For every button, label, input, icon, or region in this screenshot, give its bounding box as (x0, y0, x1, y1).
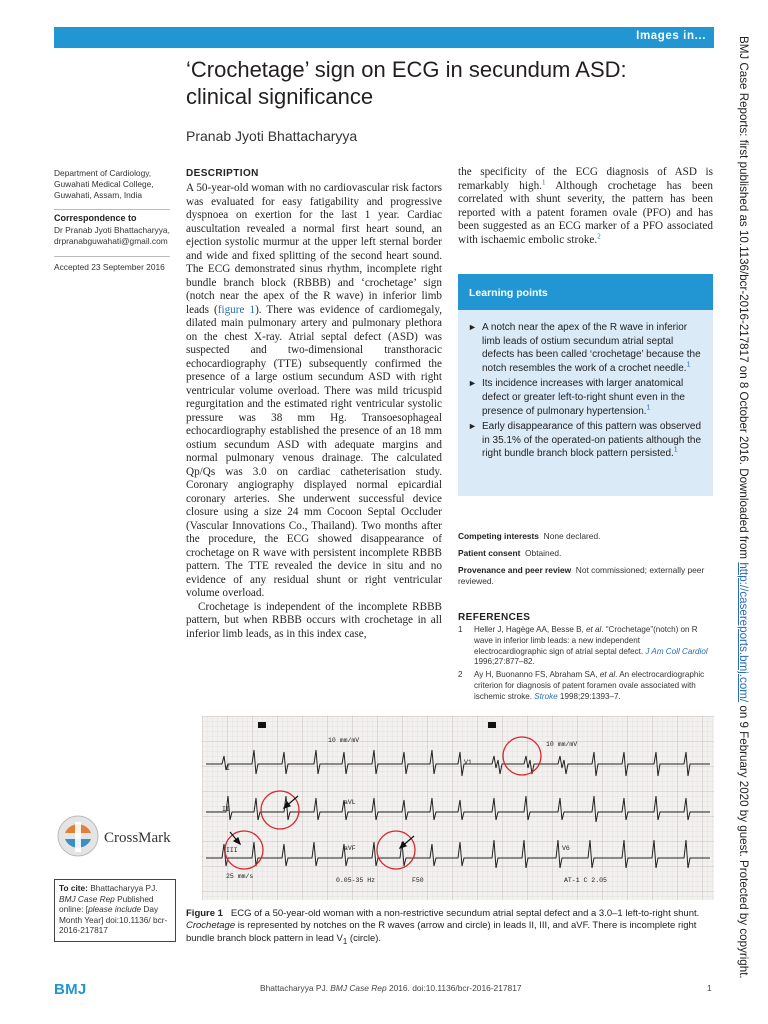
divider (54, 209, 170, 210)
list-item-text: A notch near the apex of the R wave in inferior limb leads of ostium secundum atrial septal defects has been called ‘crochetage’ because the notch resembles the work of a crochet needle. (482, 322, 701, 374)
ecg-figure (202, 716, 714, 900)
figure-link[interactable]: figure 1 (217, 303, 256, 316)
caption-text: (circle). (347, 932, 382, 944)
lead-label-v1: V1 (464, 759, 472, 766)
reference-title: . An electrocardiographic criterion for diagnosis of patent foramen ovale associated with ischemic stroke. (474, 670, 705, 701)
affiliation-line: Department of Cardiology, (54, 168, 152, 178)
to-cite-journal: BMJ Case Rep (59, 893, 115, 904)
reference-superscript[interactable]: 2 (597, 231, 601, 240)
paragraph (186, 182, 442, 601)
ecg-device-label: AT-1 C 2.05 (564, 877, 607, 884)
affiliation-line: Guwahati Medical College, (54, 179, 154, 189)
figure-caption (186, 908, 714, 948)
to-cite-box (54, 879, 176, 942)
reference-authors: Heller J, Hagège AA, Besse B, (474, 625, 587, 634)
paragraph-text: the specificity of the ECG diagnosis of ASD is remarkably high. (458, 166, 713, 192)
list-item-text: Its incidence increases with larger anatomical defect or greater left-to-right shunt even in the presence of pulmonary hypertension. (482, 378, 685, 417)
lead-label-v6: V6 (562, 845, 570, 852)
paragraph-text: Although crochetage has been correlated with shunt severity, the pattern has been reported with a patent foramen ovale (PFO) and has been suggested as an ECG marker of a PFO associated with ischaemic embolic stroke. (458, 179, 713, 246)
reference-journal-link[interactable]: J Am Coll Cardiol (645, 646, 708, 656)
author-name: Pranab Jyoti Bhattacharyya (186, 128, 358, 144)
reference-item (458, 670, 714, 702)
paragraph-text: ). There was evidence of cardiomegaly, dilated main pulmonary artery and pulmonary plethora on the chest X-ray. Atrial septal defect (ASD) was suspected and two-dimensional transthoracic echocardiography (TTE) subsequently confirmed the presence of a large ostium secundum ASD with right ventricular volume overload. There was mild tricuspid regurgitation and the estimated right ventricular systolic pressure was 38 mm Hg. Transoesophageal echocardiography established the presence of an 18 mm ostium secundum ASD with adequate margins and normal pulmonary venous drainage. The calculated Qp/Qs was 3.0 on cardiac catheterisation study. Coronary angiography displayed normal epicardial coronary arteries. She underwent successful device closure using a size 24 mm Cocoon Septal Occluder (Vascular Innovations Co., Thailand). Two months after the procedure, the ECG showed disappearance of crochetage on R wave with persistent incomplete RBBB pattern. The TTE revealed the device in situ and no evidence of any residual shunt or right ventricular volume overload. (186, 303, 442, 599)
reference-superscript[interactable]: 1 (646, 404, 651, 412)
caption-italic: Crochetage (186, 920, 236, 932)
to-cite-label: To cite: (59, 883, 88, 893)
reference-number: 1 (458, 625, 463, 634)
correspondence-email[interactable]: drpranabguwahati@gmail.com (54, 236, 168, 246)
reference-title: . “Crochetage”(notch) on R wave in inferior limb leads: a new independent electrocardiographic sign of atrial septal defect. (474, 625, 698, 656)
lead-label-ii: II (222, 806, 230, 813)
correspondence-heading: Correspondence to (54, 213, 137, 223)
footer-text: Bhattacharyya PJ. (260, 983, 331, 993)
ecg-filter2-label: F50 (412, 877, 424, 884)
body-column-1 (186, 182, 442, 641)
affiliation-line: Guwahati, Assam, India (54, 190, 142, 200)
reference-details: 1998;29:1393–7. (557, 691, 621, 701)
figure-label: Figure 1 (186, 908, 223, 919)
reference-etal: et al (599, 670, 616, 680)
section-label: Images in... (636, 30, 706, 42)
list-item (468, 377, 708, 418)
reference-details: 1996;27:877–82. (474, 657, 535, 667)
ecg-scale-label: 10 mm/mV (328, 737, 360, 744)
triangle-bullet-icon: ► (468, 322, 477, 332)
footer-text: 2016. doi:10.1136/bcr-2016-217817 (386, 983, 522, 993)
caption-subscript: 1 (342, 936, 348, 946)
competing-interests (458, 531, 714, 542)
reference-item (458, 625, 714, 668)
lead-label-avf: aVF (344, 845, 356, 852)
footer-citation (260, 983, 522, 993)
patient-consent (458, 548, 714, 559)
crossmark-badge[interactable] (56, 814, 186, 866)
reference-superscript[interactable]: 1 (673, 447, 678, 455)
to-cite-placeholder: please include (88, 904, 142, 915)
side-note (738, 36, 762, 996)
paragraph (458, 166, 713, 247)
list-item (468, 420, 708, 461)
reference-authors: Ay H, Buonanno FS, Abraham SA, (474, 670, 600, 680)
references-heading: REFERENCES (458, 612, 531, 623)
meta-label: Provenance and peer review (458, 565, 572, 575)
crossmark-icon (56, 814, 100, 858)
side-note-text: BMJ Case Reports: first published as 10.1136/bcr-2016-217817 on 8 October 2016. Downloaded from (737, 36, 750, 563)
ecg-speed-label: 25 mm/s (226, 873, 254, 880)
lead-label-avl: aVL (344, 799, 356, 806)
to-cite-text: Bhattacharyya PJ. (87, 883, 158, 893)
ecg-filter-label: 0.05-35 Hz (336, 877, 376, 884)
body-column-2 (458, 166, 713, 247)
reference-etal: et al (586, 625, 602, 634)
reference-superscript[interactable]: 1 (686, 361, 691, 369)
meta-value: None declared. (543, 531, 601, 541)
side-note-link[interactable]: http://casereports.bmj.com/ (737, 562, 750, 703)
lead-label-i: I (226, 765, 230, 772)
affiliation (54, 168, 178, 201)
marker-block (488, 722, 496, 728)
triangle-bullet-icon: ► (468, 378, 477, 389)
description-heading: DESCRIPTION (186, 168, 259, 179)
learning-points-title: Learning points (469, 287, 548, 299)
ecg-scale-label: 10 mm/mV (546, 741, 578, 748)
to-cite-text: Day Month Year] doi:10.1136/ bcr-2016-217817 (59, 904, 168, 936)
bmj-logo: BMJ (54, 981, 87, 998)
page-number: 1 (707, 983, 712, 993)
correspondence-name: Dr Pranab Jyoti Bhattacharyya, (54, 225, 170, 235)
title-line-2: clinical significance (186, 84, 374, 109)
references-list (458, 625, 714, 705)
marker-block (258, 722, 266, 728)
to-cite-text: Published online: [ (59, 893, 154, 915)
meta-label: Competing interests (458, 531, 539, 541)
provenance (458, 565, 714, 587)
article-title (186, 56, 706, 110)
reference-journal-link[interactable]: Stroke (534, 691, 558, 701)
learning-points-header (458, 274, 713, 310)
meta-value: Not commissioned; externally peer reviewed. (458, 565, 705, 586)
caption-text: is represented by notches on the R waves (arrow and circle) in leads II, III, and aVF. There is incomplete right bundle branch block pattern in lead V (186, 920, 697, 944)
triangle-bullet-icon: ► (468, 421, 477, 432)
correspondence-body (54, 225, 178, 247)
lead-label-iii: III (226, 847, 238, 854)
title-line-1: ‘Crochetage’ sign on ECG in secundum ASD: (186, 57, 627, 82)
caption-text: ECG of a 50-year-old woman with a non-restrictive secundum atrial septal defect and a 3.0–1 left-to-right shunt. (230, 908, 700, 919)
reference-superscript[interactable]: 1 (541, 177, 546, 186)
paragraph: Crochetage is independent of the incomplete RBBB pattern, but when RBBB occurs with crochetage in all inferior limb leads, as in this index case, (186, 600, 442, 640)
paragraph-text: A 50-year-old woman with no cardiovascular risk factors was evaluated for easy fatigability and progressive dyspnoea on exertion for the last 1 year. Cardiac auscultation revealed a normal first heart sound, an ejection systolic murmur at the upper left sternal border and wide and fixed splitting of the second heart sound. The ECG demonstrated sinus rhythm, incomplete right bundle branch block (RBBB) and ‘crochetage’ sign (notch near the apex of the R wave) in inferior limb leads ( (186, 182, 442, 316)
meta-value: Obtained. (525, 548, 562, 558)
crossmark-label: CrossMark (104, 830, 171, 846)
footer-journal: BMJ Case Rep (330, 983, 387, 993)
list-item (468, 321, 708, 375)
list-item-text: Early disappearance of this pattern was observed in 35.1% of the operated-on patients although the right bundle branch block pattern persisted. (482, 421, 702, 460)
learning-points-box (458, 274, 713, 496)
side-note-text-end: on 9 February 2020 by guest. Protected by copyright. (737, 702, 750, 979)
ecg-tracing (202, 716, 714, 900)
meta-label: Patient consent (458, 548, 521, 558)
accepted-date: Accepted 23 September 2016 (54, 262, 165, 272)
reference-number: 2 (458, 670, 463, 680)
section-banner (54, 27, 714, 48)
learning-points-list (468, 321, 708, 463)
divider (54, 256, 170, 257)
